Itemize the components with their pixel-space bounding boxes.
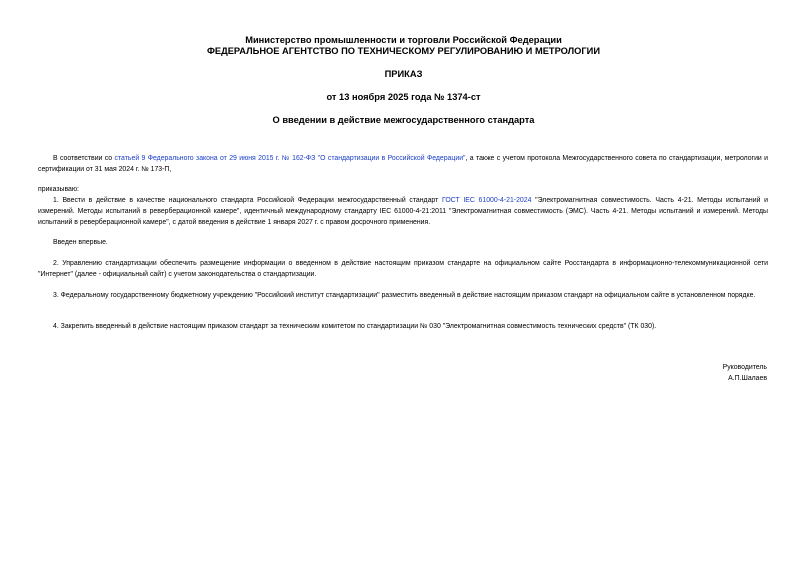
document-title: О введении в действие межгосударственного стандарта (272, 115, 535, 125)
document-type: ПРИКАЗ (384, 69, 423, 79)
item-1-text-after: "Электромагнитная совместимость. Часть 4-21. Методы испытаний и измерений. Методы испытаний в реверберационной камере", идентичный международному стандарту IEC 61000-4-21:2011 "Электромагнитная совместимость (ЭМС). Часть 4-21. Методы испытаний и измерений. Методы испытаний в реверберационной камере", с датой введения в действие 1 января 2027 г. с правом досрочного применения. (38, 197, 768, 226)
item-3-paragraph (38, 290, 768, 301)
standard-link[interactable]: ГОСТ IEC 61000-4-21-2024 (441, 197, 532, 204)
item-3-text: 3. Федеральному государственному бюджетному учреждению "Российский институт стандартизации" разместить введенный в действие настоящим приказом стандарт на официальном сайте в установленном порядке. (53, 292, 756, 299)
order-word: приказываю: (38, 186, 79, 193)
introduced-text: Введен впервые. (53, 239, 108, 246)
preamble-text-before: В соответствии со (53, 155, 115, 162)
introduced-note (38, 237, 768, 248)
item-1-text-before: 1. Ввести в действие в качестве национального стандарта Российской Федерации межгосударственный стандарт (53, 197, 442, 204)
law-link[interactable]: статьей 9 Федерального закона от 29 июня 2015 г. № 162-ФЗ "О стандартизации в Российской Федерации" (114, 155, 466, 162)
agency-name: ФЕДЕРАЛЬНОЕ АГЕНТСТВО ПО ТЕХНИЧЕСКОМУ РЕГУЛИРОВАНИЮ И МЕТРОЛОГИИ (206, 46, 601, 56)
document-date-number: от 13 ноября 2025 года № 1374-ст (326, 92, 481, 102)
signature-name: А.П.Шалаев (728, 375, 767, 382)
item-4-paragraph (38, 321, 768, 332)
item-2-text: 2. Управлению стандартизации обеспечить размещение информации о введенном в действие настоящим приказом стандарте на официальном сайте Росстандарта в информационно-телекоммуникационной сети "Интернет" (далее - официальный сайт) с учетом законодательства о стандартизации. (38, 260, 768, 278)
item-4-text: 4. Закрепить введенный в действие настоящим приказом стандарт за техническим комитетом по стандартизации № 030 "Электромагнитная совместимость технических средств" (ТК 030). (53, 323, 657, 330)
signature-position: Руководитель (722, 364, 767, 371)
item-2-paragraph (38, 258, 768, 280)
ministry-name: Министерство промышленности и торговли Российской Федерации (245, 35, 562, 45)
preamble-text-after: , а также с учетом протокола Межгосударственного совета по стандартизации, метрологии и сертификации от 31 мая 2024 г. № 173-П, (38, 155, 769, 173)
preamble-paragraph (38, 153, 768, 175)
item-1-paragraph (38, 195, 768, 228)
